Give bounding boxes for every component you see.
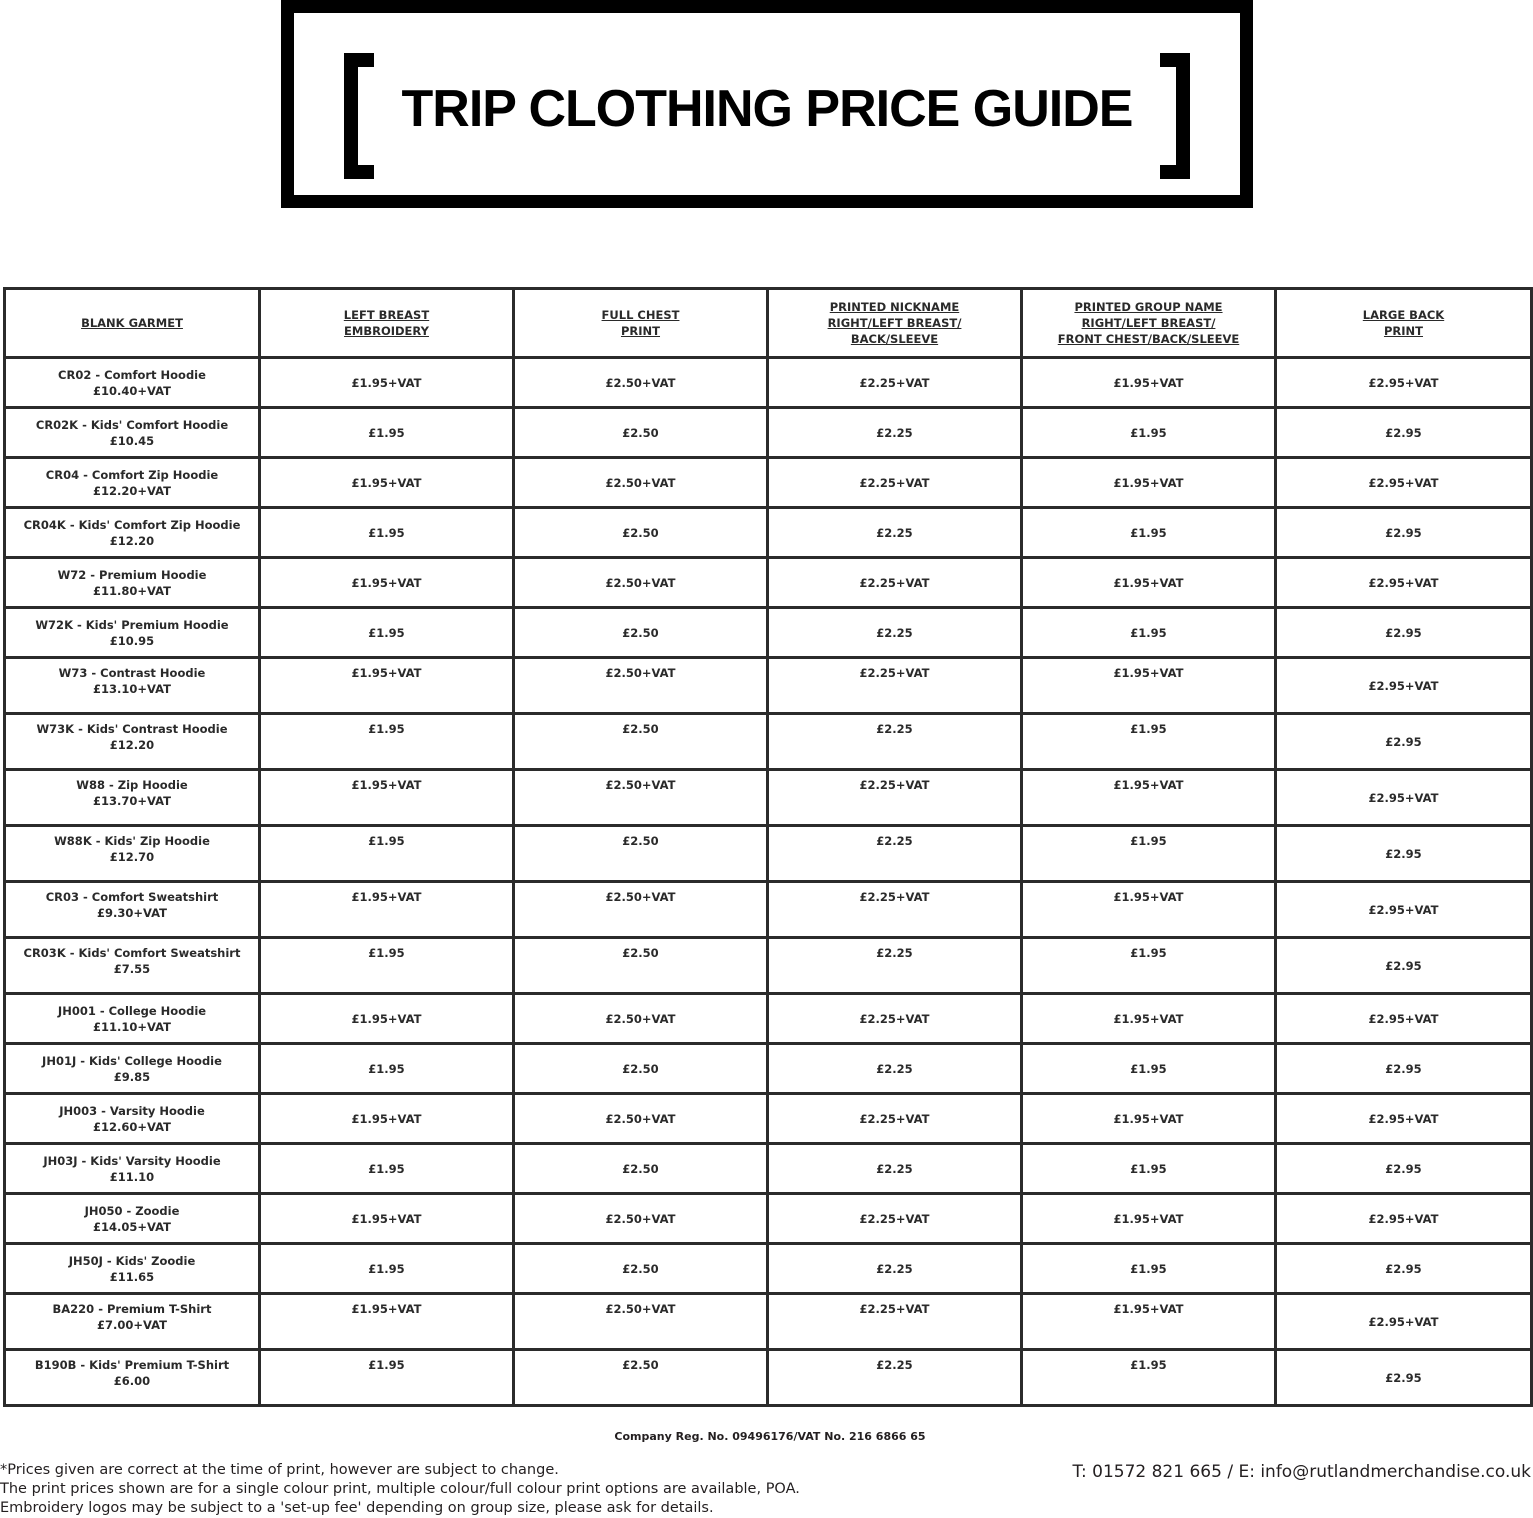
large-back-print-cell: £2.95 xyxy=(1276,1244,1532,1294)
table-row xyxy=(5,1194,1532,1244)
printed-group-name-cell: £1.95+VAT xyxy=(1022,1294,1276,1350)
printed-nickname-cell: £2.25 xyxy=(768,608,1022,658)
large-back-print-cell: £2.95+VAT xyxy=(1276,1294,1532,1350)
garment-name: W88K - Kids' Zip Hoodie xyxy=(54,834,210,848)
table-row xyxy=(5,1044,1532,1094)
left-breast-embroidery-cell: £1.95+VAT xyxy=(260,994,514,1044)
printed-group-name-cell: £1.95 xyxy=(1022,714,1276,770)
garment-name: W73 - Contrast Hoodie xyxy=(58,666,206,680)
full-chest-print-cell: £2.50+VAT xyxy=(514,458,768,508)
full-chest-print-cell: £2.50+VAT xyxy=(514,1294,768,1350)
left-breast-embroidery-cell: £1.95 xyxy=(260,1350,514,1406)
large-back-print-cell: £2.95 xyxy=(1276,508,1532,558)
printed-nickname-cell: £2.25 xyxy=(768,508,1022,558)
garment-name: CR02 - Comfort Hoodie xyxy=(58,367,206,382)
left-breast-embroidery-cell: £1.95+VAT xyxy=(260,882,514,938)
printed-nickname-cell: £2.25 xyxy=(768,1350,1022,1406)
left-breast-embroidery-cell: £1.95 xyxy=(260,938,514,994)
printed-group-name-cell: £1.95+VAT xyxy=(1022,358,1276,408)
printed-nickname-cell: £2.25+VAT xyxy=(768,458,1022,508)
garment-cell xyxy=(5,1144,260,1194)
header-printed-nickname: PRINTED NICKNAME RIGHT/LEFT BREAST/ BACK/SLEEVE xyxy=(768,289,1022,358)
left-breast-embroidery-cell: £1.95 xyxy=(260,714,514,770)
garment-price: £7.00+VAT xyxy=(97,1318,167,1332)
table-row xyxy=(5,994,1532,1044)
garment-cell xyxy=(5,994,260,1044)
table-row xyxy=(5,826,1532,882)
table-row xyxy=(5,938,1532,994)
printed-nickname-cell: £2.25+VAT xyxy=(768,558,1022,608)
large-back-print-cell: £2.95+VAT xyxy=(1276,358,1532,408)
printed-group-name-cell: £1.95+VAT xyxy=(1022,558,1276,608)
full-chest-print-cell: £2.50+VAT xyxy=(514,882,768,938)
printed-nickname-cell: £2.25+VAT xyxy=(768,1294,1022,1350)
garment-price: £7.55 xyxy=(113,962,151,976)
price-table xyxy=(3,287,1533,1407)
large-back-print-cell: £2.95+VAT xyxy=(1276,558,1532,608)
table-row xyxy=(5,608,1532,658)
left-breast-embroidery-cell: £1.95 xyxy=(260,1044,514,1094)
table-row xyxy=(5,1094,1532,1144)
printed-group-name-cell: £1.95+VAT xyxy=(1022,994,1276,1044)
garment-name: JH001 - College Hoodie xyxy=(57,1003,207,1018)
garment-name: JH050 - Zoodie xyxy=(84,1203,180,1218)
garment-cell xyxy=(5,458,260,508)
garment-name: JH01J - Kids' College Hoodie xyxy=(42,1053,222,1068)
large-back-print-cell: £2.95 xyxy=(1276,1350,1532,1406)
large-back-print-cell: £2.95 xyxy=(1276,408,1532,458)
large-back-print-cell: £2.95+VAT xyxy=(1276,994,1532,1044)
printed-nickname-cell: £2.25+VAT xyxy=(768,882,1022,938)
large-back-print-cell: £2.95 xyxy=(1276,1044,1532,1094)
printed-nickname-cell: £2.25+VAT xyxy=(768,1194,1022,1244)
large-back-print-cell: £2.95 xyxy=(1276,938,1532,994)
full-chest-print-cell: £2.50 xyxy=(514,826,768,882)
printed-group-name-cell: £1.95 xyxy=(1022,1144,1276,1194)
large-back-print-cell: £2.95+VAT xyxy=(1276,1094,1532,1144)
printed-nickname-cell: £2.25+VAT xyxy=(768,358,1022,408)
table-row xyxy=(5,408,1532,458)
large-back-print-cell: £2.95+VAT xyxy=(1276,882,1532,938)
printed-nickname-cell: £2.25+VAT xyxy=(768,994,1022,1044)
garment-cell xyxy=(5,608,260,658)
printed-group-name-cell: £1.95 xyxy=(1022,1244,1276,1294)
garment-name: CR04 - Comfort Zip Hoodie xyxy=(45,467,219,482)
garment-name: CR04K - Kids' Comfort Zip Hoodie xyxy=(23,517,241,532)
table-row xyxy=(5,714,1532,770)
large-back-print-cell: £2.95+VAT xyxy=(1276,770,1532,826)
printed-group-name-cell: £1.95 xyxy=(1022,938,1276,994)
garment-cell xyxy=(5,408,260,458)
printed-group-name-cell: £1.95+VAT xyxy=(1022,1194,1276,1244)
table-row xyxy=(5,558,1532,608)
full-chest-print-cell: £2.50+VAT xyxy=(514,1094,768,1144)
printed-nickname-cell: £2.25+VAT xyxy=(768,1094,1022,1144)
garment-price: £10.45 xyxy=(109,433,155,448)
garment-name: W88 - Zip Hoodie xyxy=(76,778,188,792)
printed-group-name-cell: £1.95 xyxy=(1022,1350,1276,1406)
garment-name: W72K - Kids' Premium Hoodie xyxy=(35,617,229,632)
garment-price: £11.10+VAT xyxy=(93,1019,171,1034)
printed-group-name-cell: £1.95 xyxy=(1022,1044,1276,1094)
garment-cell xyxy=(5,1194,260,1244)
left-breast-embroidery-cell: £1.95+VAT xyxy=(260,1294,514,1350)
full-chest-print-cell: £2.50 xyxy=(514,608,768,658)
garment-price: £10.40+VAT xyxy=(93,383,171,398)
full-chest-print-cell: £2.50+VAT xyxy=(514,658,768,714)
table-row xyxy=(5,1144,1532,1194)
garment-name: CR03K - Kids' Comfort Sweatshirt xyxy=(23,946,241,960)
garment-cell xyxy=(5,1094,260,1144)
large-back-print-cell: £2.95 xyxy=(1276,714,1532,770)
printed-group-name-cell: £1.95+VAT xyxy=(1022,770,1276,826)
full-chest-print-cell: £2.50 xyxy=(514,938,768,994)
full-chest-print-cell: £2.50+VAT xyxy=(514,770,768,826)
garment-cell xyxy=(5,882,260,938)
full-chest-print-cell: £2.50 xyxy=(514,508,768,558)
garment-price: £6.00 xyxy=(113,1374,151,1388)
large-back-print-cell: £2.95 xyxy=(1276,826,1532,882)
printed-nickname-cell: £2.25 xyxy=(768,938,1022,994)
left-breast-embroidery-cell: £1.95 xyxy=(260,1244,514,1294)
garment-price: £9.30+VAT xyxy=(97,906,167,920)
left-breast-embroidery-cell: £1.95 xyxy=(260,408,514,458)
table-row xyxy=(5,770,1532,826)
garment-name: B190B - Kids' Premium T-Shirt xyxy=(34,1358,230,1372)
garment-cell xyxy=(5,1244,260,1294)
printed-nickname-cell: £2.25+VAT xyxy=(768,770,1022,826)
garment-cell xyxy=(5,826,260,882)
left-breast-embroidery-cell: £1.95+VAT xyxy=(260,1194,514,1244)
table-header-row xyxy=(5,289,1532,358)
footnote-line: The print prices shown are for a single colour print, multiple colour/full colour print options are available, POA. xyxy=(0,1481,800,1497)
contact-info: T: 01572 821 665 / E: info@rutlandmerchandise.co.uk xyxy=(1072,1462,1531,1482)
full-chest-print-cell: £2.50 xyxy=(514,714,768,770)
garment-name: JH03J - Kids' Varsity Hoodie xyxy=(43,1153,221,1168)
table-row xyxy=(5,358,1532,408)
printed-group-name-cell: £1.95+VAT xyxy=(1022,658,1276,714)
footnote-line: *Prices given are correct at the time of print, however are subject to change. xyxy=(0,1462,559,1478)
garment-cell xyxy=(5,1294,260,1350)
garment-price: £11.65 xyxy=(109,1269,155,1284)
header-large-back-print: LARGE BACK PRINT xyxy=(1276,289,1532,358)
printed-nickname-cell: £2.25 xyxy=(768,1244,1022,1294)
table-row xyxy=(5,1350,1532,1406)
printed-nickname-cell: £2.25 xyxy=(768,408,1022,458)
full-chest-print-cell: £2.50 xyxy=(514,1144,768,1194)
garment-price: £12.70 xyxy=(109,850,155,864)
garment-cell xyxy=(5,1044,260,1094)
left-breast-embroidery-cell: £1.95+VAT xyxy=(260,1094,514,1144)
garment-cell xyxy=(5,558,260,608)
left-breast-embroidery-cell: £1.95 xyxy=(260,826,514,882)
printed-group-name-cell: £1.95+VAT xyxy=(1022,882,1276,938)
header-left-breast-embroidery: LEFT BREAST EMBROIDERY xyxy=(260,289,514,358)
table-row xyxy=(5,458,1532,508)
printed-group-name-cell: £1.95 xyxy=(1022,408,1276,458)
garment-name: BA220 - Premium T-Shirt xyxy=(52,1302,212,1316)
garment-price: £9.85 xyxy=(113,1069,151,1084)
full-chest-print-cell: £2.50+VAT xyxy=(514,994,768,1044)
full-chest-print-cell: £2.50+VAT xyxy=(514,358,768,408)
title-inner xyxy=(294,53,1240,165)
left-breast-embroidery-cell: £1.95 xyxy=(260,1144,514,1194)
garment-price: £12.20 xyxy=(109,533,155,548)
page-title: TRIP CLOTHING PRICE GUIDE xyxy=(401,80,1133,138)
garment-price: £13.10+VAT xyxy=(93,682,171,696)
full-chest-print-cell: £2.50+VAT xyxy=(514,558,768,608)
full-chest-print-cell: £2.50 xyxy=(514,1044,768,1094)
garment-price: £12.20 xyxy=(109,738,155,752)
header-printed-group-name: PRINTED GROUP NAME RIGHT/LEFT BREAST/ FRONT CHEST/BACK/SLEEVE xyxy=(1022,289,1276,358)
large-back-print-cell: £2.95+VAT xyxy=(1276,1194,1532,1244)
full-chest-print-cell: £2.50 xyxy=(514,1244,768,1294)
garment-cell xyxy=(5,658,260,714)
left-breast-embroidery-cell: £1.95+VAT xyxy=(260,770,514,826)
garment-price: £11.10 xyxy=(109,1169,155,1184)
printed-group-name-cell: £1.95 xyxy=(1022,608,1276,658)
company-registration: Company Reg. No. 09496176/VAT No. 216 6866 65 xyxy=(614,1430,926,1443)
printed-group-name-cell: £1.95 xyxy=(1022,508,1276,558)
garment-price: £14.05+VAT xyxy=(93,1219,171,1234)
left-breast-embroidery-cell: £1.95+VAT xyxy=(260,658,514,714)
footnotes xyxy=(0,1461,800,1518)
printed-group-name-cell: £1.95+VAT xyxy=(1022,1094,1276,1144)
garment-name: W73K - Kids' Contrast Hoodie xyxy=(36,722,228,736)
garment-price: £13.70+VAT xyxy=(93,794,171,808)
garment-name: W72 - Premium Hoodie xyxy=(57,567,207,582)
garment-price: £12.60+VAT xyxy=(93,1119,171,1134)
large-back-print-cell: £2.95 xyxy=(1276,608,1532,658)
printed-group-name-cell: £1.95 xyxy=(1022,826,1276,882)
left-breast-embroidery-cell: £1.95 xyxy=(260,508,514,558)
table-row xyxy=(5,882,1532,938)
table-row xyxy=(5,508,1532,558)
printed-nickname-cell: £2.25 xyxy=(768,826,1022,882)
large-back-print-cell: £2.95 xyxy=(1276,1144,1532,1194)
garment-price: £10.95 xyxy=(109,633,155,648)
title-banner xyxy=(281,0,1253,208)
garment-name: CR03 - Comfort Sweatshirt xyxy=(45,890,219,904)
garment-name: JH50J - Kids' Zoodie xyxy=(68,1253,196,1268)
left-breast-embroidery-cell: £1.95 xyxy=(260,608,514,658)
full-chest-print-cell: £2.50 xyxy=(514,408,768,458)
garment-cell xyxy=(5,508,260,558)
printed-group-name-cell: £1.95+VAT xyxy=(1022,458,1276,508)
printed-nickname-cell: £2.25+VAT xyxy=(768,658,1022,714)
full-chest-print-cell: £2.50+VAT xyxy=(514,1194,768,1244)
large-back-print-cell: £2.95+VAT xyxy=(1276,658,1532,714)
printed-nickname-cell: £2.25 xyxy=(768,1044,1022,1094)
printed-nickname-cell: £2.25 xyxy=(768,714,1022,770)
left-bracket-icon xyxy=(344,53,374,179)
header-full-chest-print: FULL CHEST PRINT xyxy=(514,289,768,358)
table-row xyxy=(5,1294,1532,1350)
garment-cell xyxy=(5,1350,260,1406)
garment-price: £12.20+VAT xyxy=(93,483,171,498)
garment-cell xyxy=(5,714,260,770)
left-breast-embroidery-cell: £1.95+VAT xyxy=(260,358,514,408)
garment-cell xyxy=(5,938,260,994)
table-row xyxy=(5,1244,1532,1294)
large-back-print-cell: £2.95+VAT xyxy=(1276,458,1532,508)
garment-cell xyxy=(5,770,260,826)
garment-name: CR02K - Kids' Comfort Hoodie xyxy=(35,417,229,432)
printed-nickname-cell: £2.25 xyxy=(768,1144,1022,1194)
footnote-line: Embroidery logos may be subject to a 'set-up fee' depending on group size, please ask for details. xyxy=(0,1500,714,1516)
header-blank-garment: BLANK GARMET xyxy=(5,289,260,358)
garment-price: £11.80+VAT xyxy=(93,583,171,598)
table-row xyxy=(5,658,1532,714)
garment-cell xyxy=(5,358,260,408)
garment-name: JH003 - Varsity Hoodie xyxy=(59,1103,205,1118)
right-bracket-icon xyxy=(1160,53,1190,179)
left-breast-embroidery-cell: £1.95+VAT xyxy=(260,558,514,608)
full-chest-print-cell: £2.50 xyxy=(514,1350,768,1406)
left-breast-embroidery-cell: £1.95+VAT xyxy=(260,458,514,508)
